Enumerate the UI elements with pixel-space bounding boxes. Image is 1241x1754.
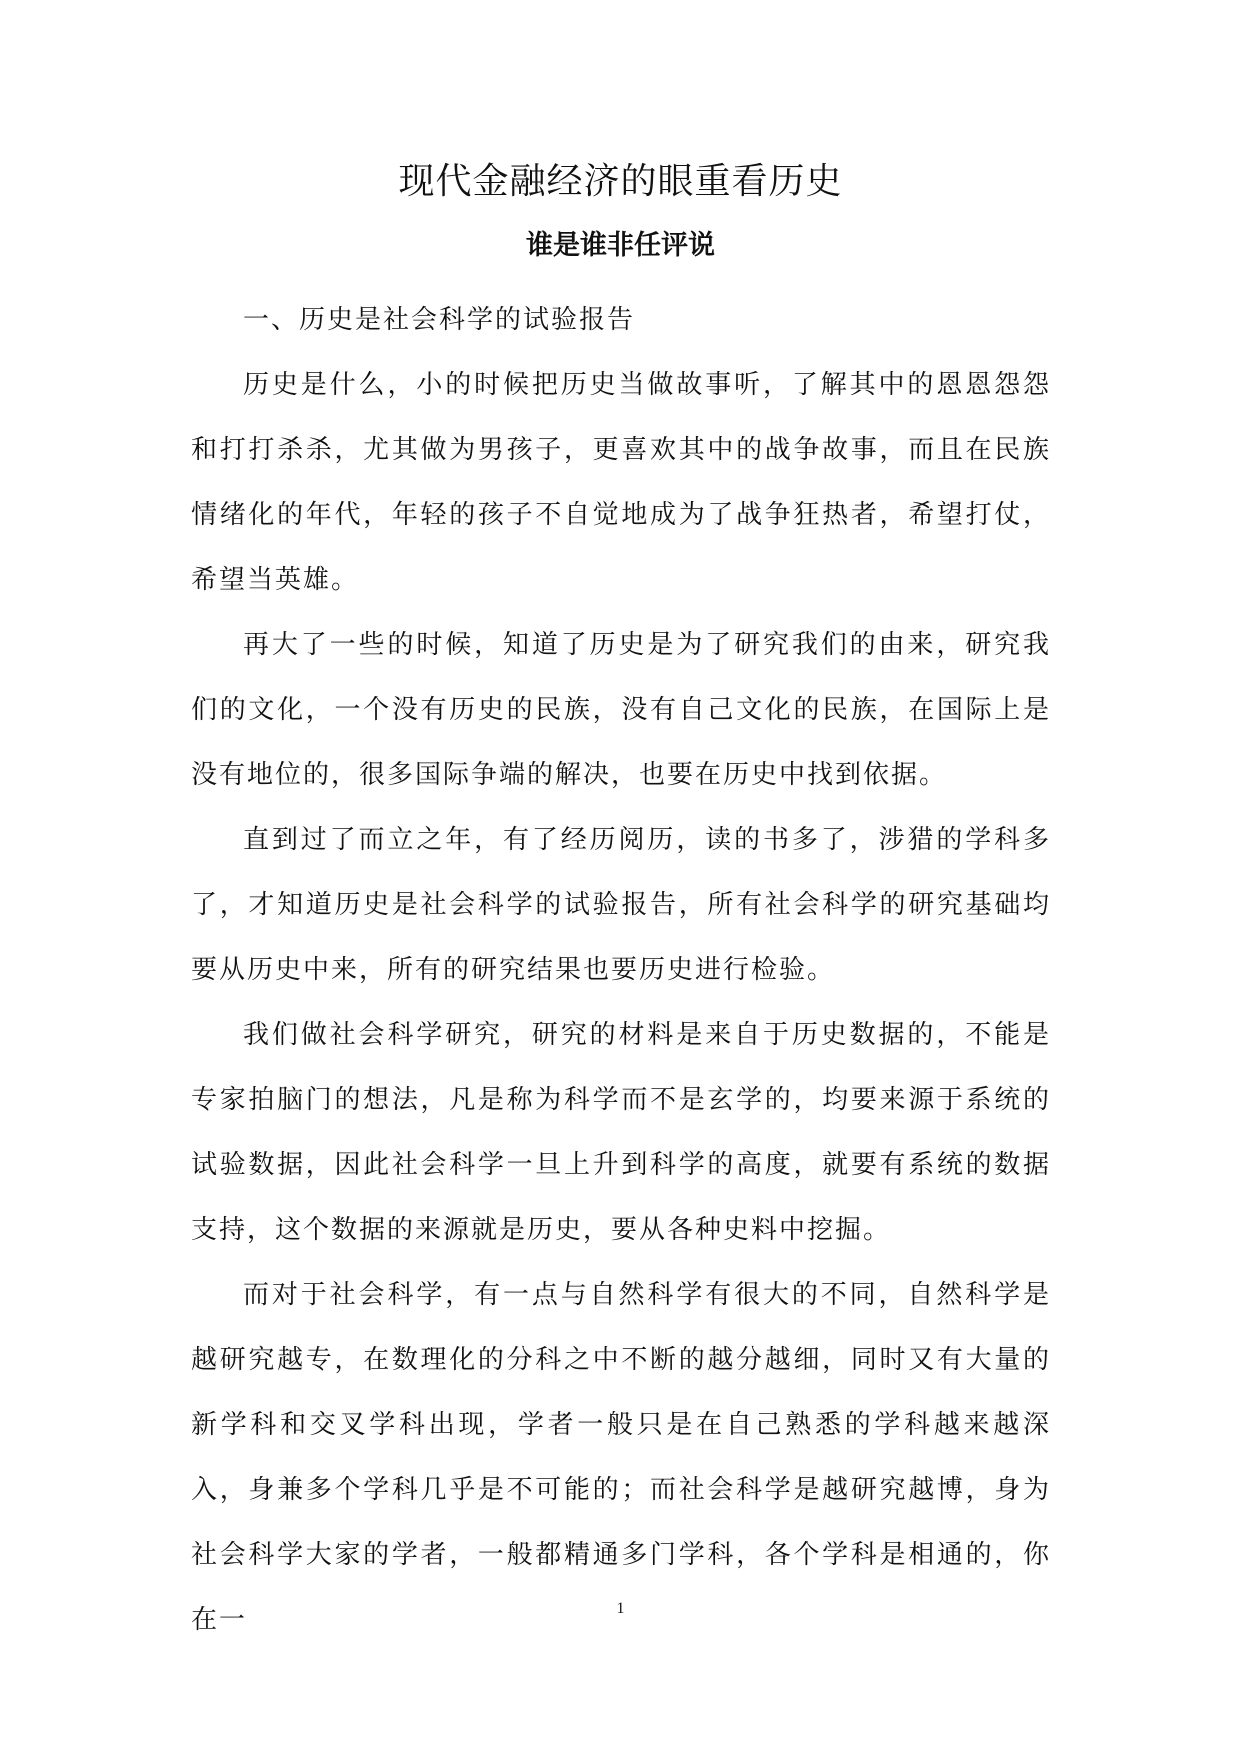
document-body <box>191 288 1051 1653</box>
page-number: 1 <box>616 1600 625 1617</box>
paragraph: 历史是什么，小的时候把历史当做故事听，了解其中的恩恩怨怨和打打杀杀，尤其做为男孩子，更喜欢其中的战争故事，而且在民族情绪化的年代，年轻的孩子不自觉地成为了战争狂热者，希望打仗，希望当英雄。 <box>191 370 1051 595</box>
paragraph: 再大了一些的时候，知道了历史是为了研究我们的由来，研究我们的文化，一个没有历史的民族，没有自己文化的民族，在国际上是没有地位的，很多国际争端的解决，也要在历史中找到依据。 <box>191 630 1051 790</box>
paragraph: 我们做社会科学研究，研究的材料是来自于历史数据的，不能是专家拍脑门的想法，凡是称为科学而不是玄学的，均要来源于系统的试验数据，因此社会科学一旦上升到科学的高度，就要有系统的数据支持，这个数据的来源就是历史，要从各种史料中挖掘。 <box>191 1020 1051 1245</box>
paragraph: 而对于社会科学，有一点与自然科学有很大的不同，自然科学是越研究越专，在数理化的分科之中不断的越分越细，同时又有大量的新学科和交叉学科出现，学者一般只是在自己熟悉的学科越来越深入，身兼多个学科几乎是不可能的；而社会科学是越研究越博，身为社会科学大家的学者，一般都精通多门学科，各个学科是相通的，你在一 <box>191 1280 1051 1635</box>
document-subtitle: 谁是谁非任评说 <box>526 230 715 261</box>
section-heading: 一、历史是社会科学的试验报告 <box>243 305 636 335</box>
document-title: 现代金融经济的眼重看历史 <box>398 161 843 202</box>
paragraph: 直到过了而立之年，有了经历阅历，读的书多了，涉猎的学科多了，才知道历史是社会科学的试验报告，所有社会科学的研究基础均要从历史中来，所有的研究结果也要历史进行检验。 <box>191 825 1051 985</box>
